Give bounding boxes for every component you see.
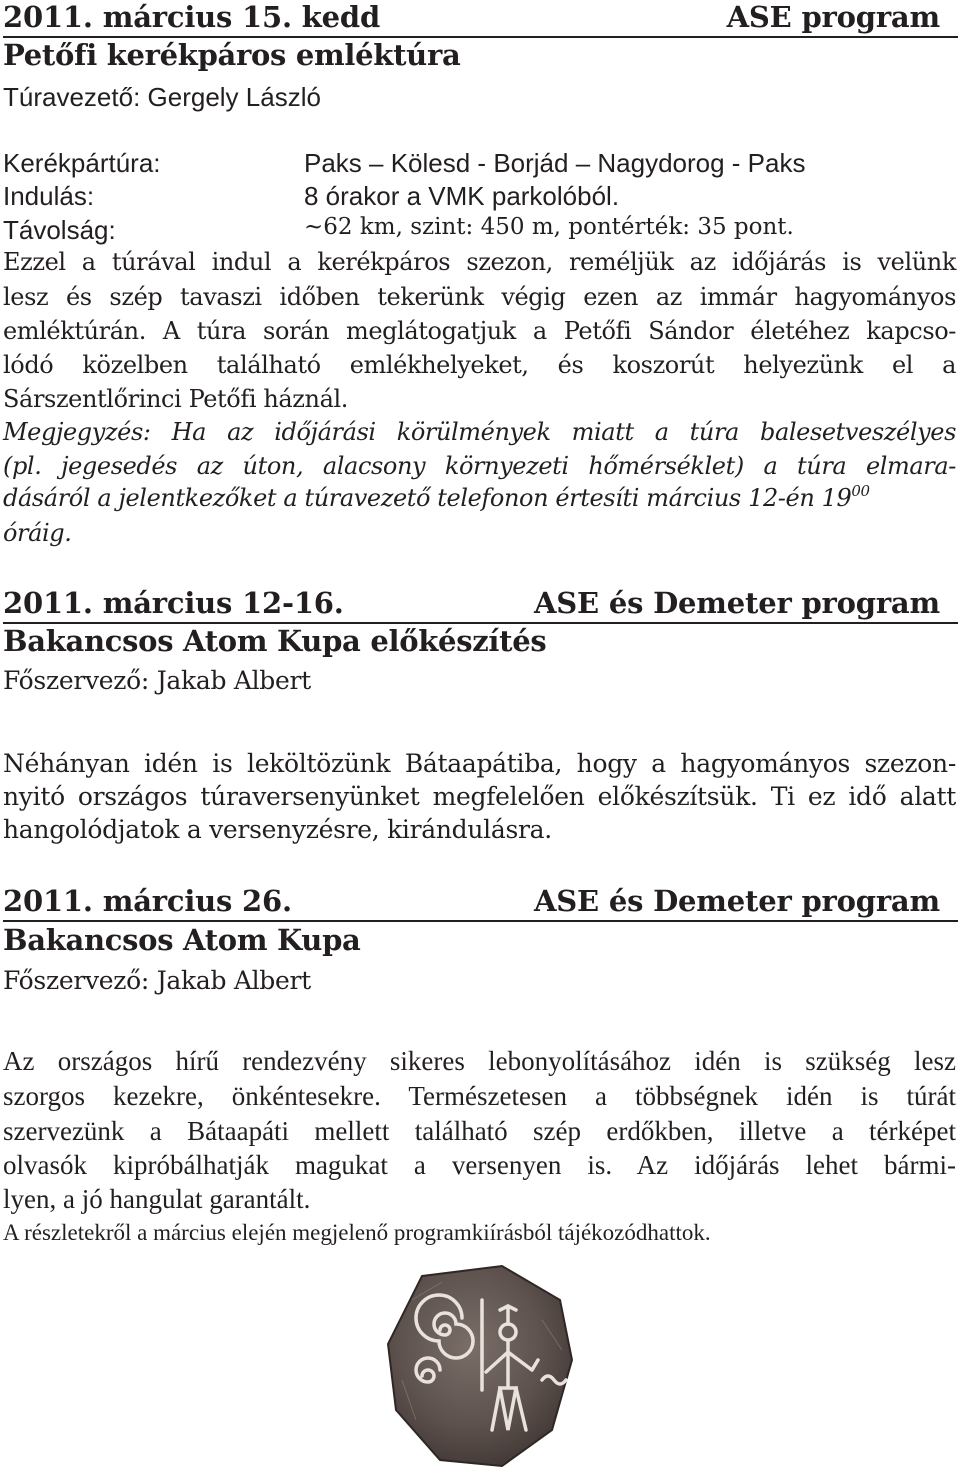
info-label-route: Kerékpártúra:: [3, 148, 161, 178]
event-2-leader: Főszervező: Jakab Albert: [3, 666, 311, 695]
description-line: szervezünk a Bátaapáti mellett található szép erdőkben, illetve a térképet: [3, 1116, 956, 1146]
description-line: hangolódjatok a versenyzésre, kirándulásra.: [3, 815, 552, 844]
description-line: olvasók kipróbálhatják magukat a versenyen is. Az időjárás lehet bármi-: [3, 1150, 956, 1180]
event-1-header: [3, 0, 958, 38]
note-line: (pl. jegesedés az úton, alacsony környezeti hőmérséklet) a túra elmara-: [3, 452, 956, 480]
description-line: szorgos kezekre, önkéntesekre. Természetesen a többségnek idén is túrát: [3, 1081, 956, 1111]
description-line: Néhányan idén is leköltözünk Bátaapátiba, hogy a hagyományos szezon-: [3, 749, 956, 778]
description-line: Ezzel a túrával indul a kerékpáros szezon, reméljük az időjárás is velünk: [3, 248, 956, 276]
event-3-title: Bakancsos Atom Kupa: [3, 923, 361, 957]
note-time-superscript: 00: [851, 482, 870, 500]
event-1-leader: Túravezető: Gergely László: [3, 82, 321, 112]
event-1-title: Petőfi kerékpáros emléktúra: [3, 38, 461, 72]
info-label-distance: Távolság:: [3, 215, 116, 245]
info-value-distance: ~62 km, szint: 450 m, pontérték: 35 pont.: [304, 214, 794, 240]
petroglyph-stone-icon: [382, 1260, 578, 1474]
description-line: emléktúrán. A túra során meglátogatjuk a Petőfi Sándor életéhez kapcso-: [3, 317, 956, 345]
event-2-date: 2011. március 12-16.: [3, 586, 344, 620]
description-line: lyen, a jó hangulat garantált.: [3, 1184, 311, 1214]
description-line: Sárszentlőrinci Petőfi háznál.: [3, 385, 349, 413]
description-line: lódó közelben található emlékhelyeket, és koszorút helyezünk el a: [3, 351, 956, 379]
note-line: Megjegyzés: Ha az időjárási körülmények miatt a túra balesetveszélyes: [3, 418, 956, 446]
info-label-start: Indulás:: [3, 181, 95, 211]
description-line: lesz és szép tavaszi időben tekerünk végig ezen az immár hagyományos: [3, 283, 956, 311]
event-3-date: 2011. március 26.: [3, 884, 292, 918]
event-2-header: [3, 586, 958, 624]
description-line: Az országos hírű rendezvény sikeres lebonyolításához idén is szükség lesz: [3, 1046, 956, 1076]
info-value-route: Paks – Kölesd - Borjád – Nagydorog - Paks: [304, 148, 806, 178]
note-line: óráig.: [3, 519, 72, 547]
description-line: nyitó országos túraversenyünket megfelelően előkészítsük. Ti ez idő alatt: [3, 782, 956, 811]
event-2-title: Bakancsos Atom Kupa előkészítés: [3, 624, 547, 658]
event-3-header: [3, 884, 958, 922]
event-2-program: ASE és Demeter program: [533, 586, 940, 620]
event-3-program: ASE és Demeter program: [533, 884, 940, 918]
note-line: [3, 484, 870, 512]
info-value-start: 8 órakor a VMK parkolóból.: [304, 181, 620, 211]
event-1-date: 2011. március 15. kedd: [3, 0, 381, 34]
note-line-text: dásáról a jelentkezőket a túravezető telefonon értesíti március 12-én 19: [3, 484, 852, 512]
event-3-footnote: A részletekről a március elején megjelenő programkiírásból tájékozódhattok.: [3, 1220, 711, 1245]
event-3-leader: Főszervező: Jakab Albert: [3, 966, 311, 995]
event-1-program: ASE program: [726, 0, 940, 34]
